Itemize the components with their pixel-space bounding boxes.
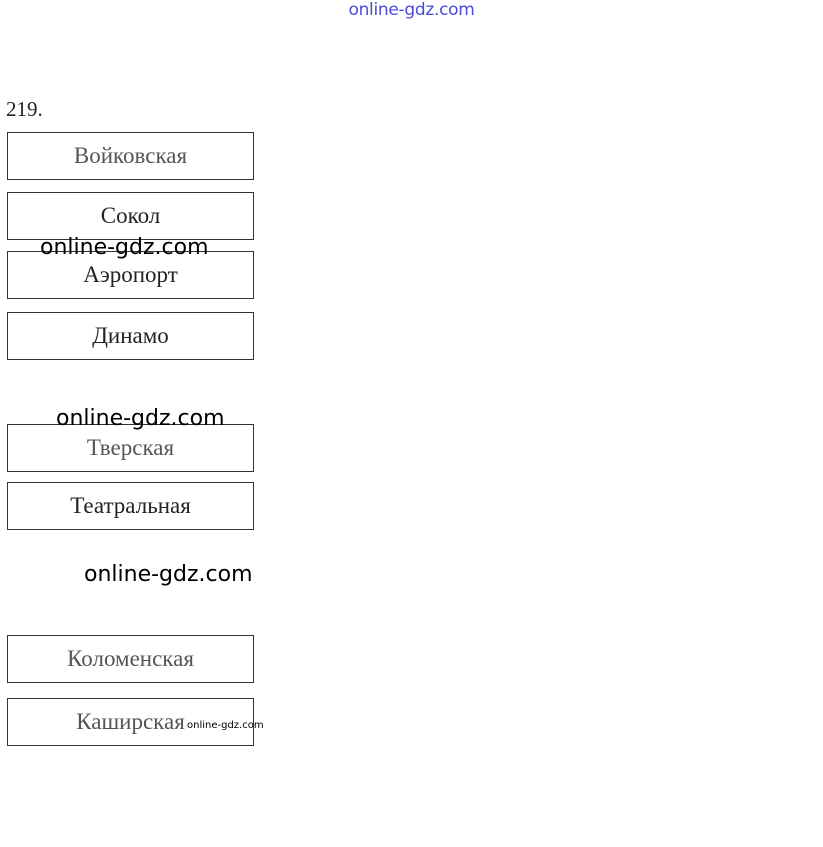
watermark: online-gdz.com — [56, 406, 225, 431]
station-box: Сокол — [7, 192, 254, 240]
station-box: Каширская — [7, 698, 254, 746]
station-box: Динамо — [7, 312, 254, 360]
watermark: online-gdz.com — [187, 720, 264, 731]
watermark: online-gdz.com — [40, 235, 209, 260]
station-box: Театральная — [7, 482, 254, 530]
station-box: Войковская — [7, 132, 254, 180]
station-box: Коломенская — [7, 635, 254, 683]
watermark-top: online-gdz.com — [348, 0, 475, 20]
station-box: Аэропорт — [7, 251, 254, 299]
watermark: online-gdz.com — [84, 562, 253, 587]
exercise-number: 219. — [6, 97, 43, 121]
station-box: Тверская — [7, 424, 254, 472]
